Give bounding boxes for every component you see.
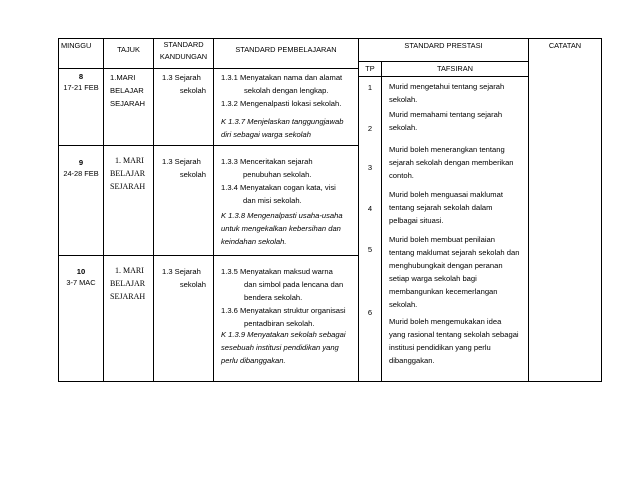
header-catatan: CATATAN: [548, 41, 582, 50]
tafsiran-line: menghubungkait dengan peranan: [389, 261, 503, 270]
header-standard-prestasi: STANDARD PRESTASI: [404, 41, 483, 50]
tafsiran-line: tentang maklumat sejarah sekolah dan: [389, 248, 520, 257]
kandungan-line: sekolah: [179, 86, 206, 95]
tp-level-2: 2: [367, 124, 373, 133]
kandungan-line: sekolah: [179, 280, 206, 289]
tp-level-3: 3: [367, 163, 373, 172]
pembelajaran-line: 1.3.2 Mengenalpasti lokasi sekolah.: [221, 99, 342, 108]
pembelajaran-line: sekolah dengan lengkap.: [244, 86, 329, 95]
col-sep-1: [103, 38, 104, 382]
tafsiran-line: Murid boleh mengemukakan idea: [389, 317, 502, 326]
week-number: 8: [78, 72, 84, 81]
tajuk-line: SEJARAH: [110, 99, 146, 108]
tafsiran-line: pelbagai situasi.: [389, 216, 444, 225]
pembelajaran-line: 1.3.6 Menyatakan struktur organisasi: [221, 306, 346, 315]
pembelajaran-cell: [221, 265, 346, 330]
k-note: [221, 209, 343, 248]
tafsiran-line: Murid boleh membuat penilaian: [389, 235, 495, 244]
tafsiran-1: [389, 80, 504, 106]
week-cell: [59, 157, 103, 179]
pembelajaran-line: pentadbiran sekolah.: [244, 319, 315, 328]
tajuk-line: BELAJAR: [110, 86, 144, 95]
border-bottom: [58, 381, 602, 382]
k-note-line: sesebuah institusi pendidikan yang: [221, 343, 339, 352]
border-top: [58, 38, 602, 39]
tp-level-5: 5: [367, 245, 373, 254]
tafsiran-6: [389, 315, 519, 367]
tajuk-line: 1. MARI: [115, 156, 144, 165]
week-dates: 24-28 FEB: [63, 169, 99, 178]
header-standard-pembelajaran: STANDARD PEMBELAJARAN: [235, 45, 337, 54]
week-dates: 17-21 FEB: [63, 83, 99, 92]
tafsiran-4: [389, 188, 503, 227]
pembelajaran-line: bendera sekolah.: [244, 293, 303, 302]
kandungan-cell: [162, 155, 212, 181]
header-standard-kandungan: [154, 39, 213, 63]
pembelajaran-line: dan simbol pada lencana dan: [244, 280, 344, 289]
tafsiran-line: sekolah.: [389, 95, 418, 104]
col-sep-5: [528, 38, 529, 382]
kandungan-line: sekolah: [179, 170, 206, 179]
tajuk-line: BELAJAR: [110, 279, 146, 288]
tafsiran-line: contoh.: [389, 171, 414, 180]
tafsiran-line: Murid memahami tentang sejarah: [389, 110, 503, 119]
header-standard-kandungan-line1: STANDARD: [163, 40, 204, 49]
pembelajaran-line: 1.3.5 Menyatakan maksud warna: [221, 267, 333, 276]
tafsiran-line: setiap warga sekolah bagi: [389, 274, 477, 283]
tp-level-6: 6: [367, 308, 373, 317]
k-note-line: K 1.3.9 Menyatakan sekolah sebagai: [221, 330, 346, 339]
k-note-line: diri sebagai warga sekolah: [221, 130, 311, 139]
tajuk-line: BELAJAR: [110, 169, 146, 178]
tajuk-cell: [110, 264, 145, 303]
tafsiran-line: Murid mengetahui tentang sejarah: [389, 82, 505, 91]
k-note: [221, 328, 346, 367]
tp-level-1: 1: [367, 83, 373, 92]
tafsiran-line: Murid boleh menguasai maklumat: [389, 190, 503, 199]
header-tafsiran: TAFSIRAN: [437, 64, 473, 73]
kandungan-cell: [162, 265, 212, 291]
k-note-line: untuk mengekalkan kebersihan dan: [221, 224, 341, 233]
tajuk-line: SEJARAH: [110, 292, 146, 301]
tafsiran-line: sekolah.: [389, 123, 418, 132]
tafsiran-line: sejarah sekolah dengan memberikan: [389, 158, 514, 167]
tajuk-cell: [110, 71, 145, 110]
tajuk-cell: [110, 154, 145, 193]
col-sep-tp: [381, 61, 382, 382]
tajuk-line: 1. MARI: [115, 266, 144, 275]
tafsiran-line: dibanggakan.: [389, 356, 435, 365]
kandungan-line: 1.3 Sejarah: [162, 267, 201, 276]
k-note-line: keindahan sekolah.: [221, 237, 287, 246]
k-note-line: perlu dibanggakan.: [221, 356, 286, 365]
header-minggu: MINGGU: [61, 41, 92, 50]
col-sep-3: [213, 38, 214, 382]
pembelajaran-line: penubuhan sekolah.: [243, 170, 312, 179]
kandungan-line: 1.3 Sejarah: [162, 73, 201, 82]
col-sep-2: [153, 38, 154, 382]
pembelajaran-cell: [221, 155, 336, 207]
pembelajaran-line: dan misi sekolah.: [243, 196, 302, 205]
tafsiran-line: sekolah.: [389, 300, 418, 309]
divider-subheader: [358, 61, 528, 62]
week-cell: [59, 266, 103, 288]
tp-level-4: 4: [367, 204, 373, 213]
k-note-line: K 1.3.7 Menjelaskan tanggungjawab: [221, 117, 344, 126]
tafsiran-line: Murid boleh menerangkan tentang: [389, 145, 505, 154]
tafsiran-line: tentang sejarah sekolah dalam: [389, 203, 493, 212]
tajuk-line: 1.MARI: [110, 73, 136, 82]
week-dates: 3-7 MAC: [66, 278, 96, 287]
header-tp: TP: [365, 64, 375, 73]
tajuk-line: SEJARAH: [110, 182, 146, 191]
border-right: [601, 38, 602, 382]
header-tajuk: TAJUK: [117, 45, 140, 54]
tafsiran-3: [389, 143, 514, 182]
week-cell: [59, 71, 103, 93]
pembelajaran-line: 1.3.4 Menyatakan cogan kata, visi: [221, 183, 336, 192]
divider-tp-header: [358, 76, 528, 77]
k-note: [221, 115, 343, 141]
tafsiran-line: institusi pendidikan yang perlu: [389, 343, 491, 352]
pembelajaran-cell: [221, 71, 342, 110]
week-number: 9: [78, 158, 84, 167]
kandungan-line: 1.3 Sejarah: [162, 157, 201, 166]
week-number: 10: [76, 267, 86, 276]
kandungan-cell: [162, 71, 212, 97]
tafsiran-line: yang rasional tentang sekolah sebagai: [389, 330, 519, 339]
k-note-line: K 1.3.8 Mengenalpasti usaha-usaha: [221, 211, 343, 220]
tafsiran-5: [389, 233, 519, 311]
pembelajaran-line: 1.3.3 Menceritakan sejarah: [221, 157, 313, 166]
header-standard-kandungan-line2: KANDUNGAN: [159, 52, 208, 61]
pembelajaran-line: 1.3.1 Menyatakan nama dan alamat: [221, 73, 343, 82]
tafsiran-line: membangunkan kecemerlangan: [389, 287, 498, 296]
tafsiran-2: [389, 108, 502, 134]
